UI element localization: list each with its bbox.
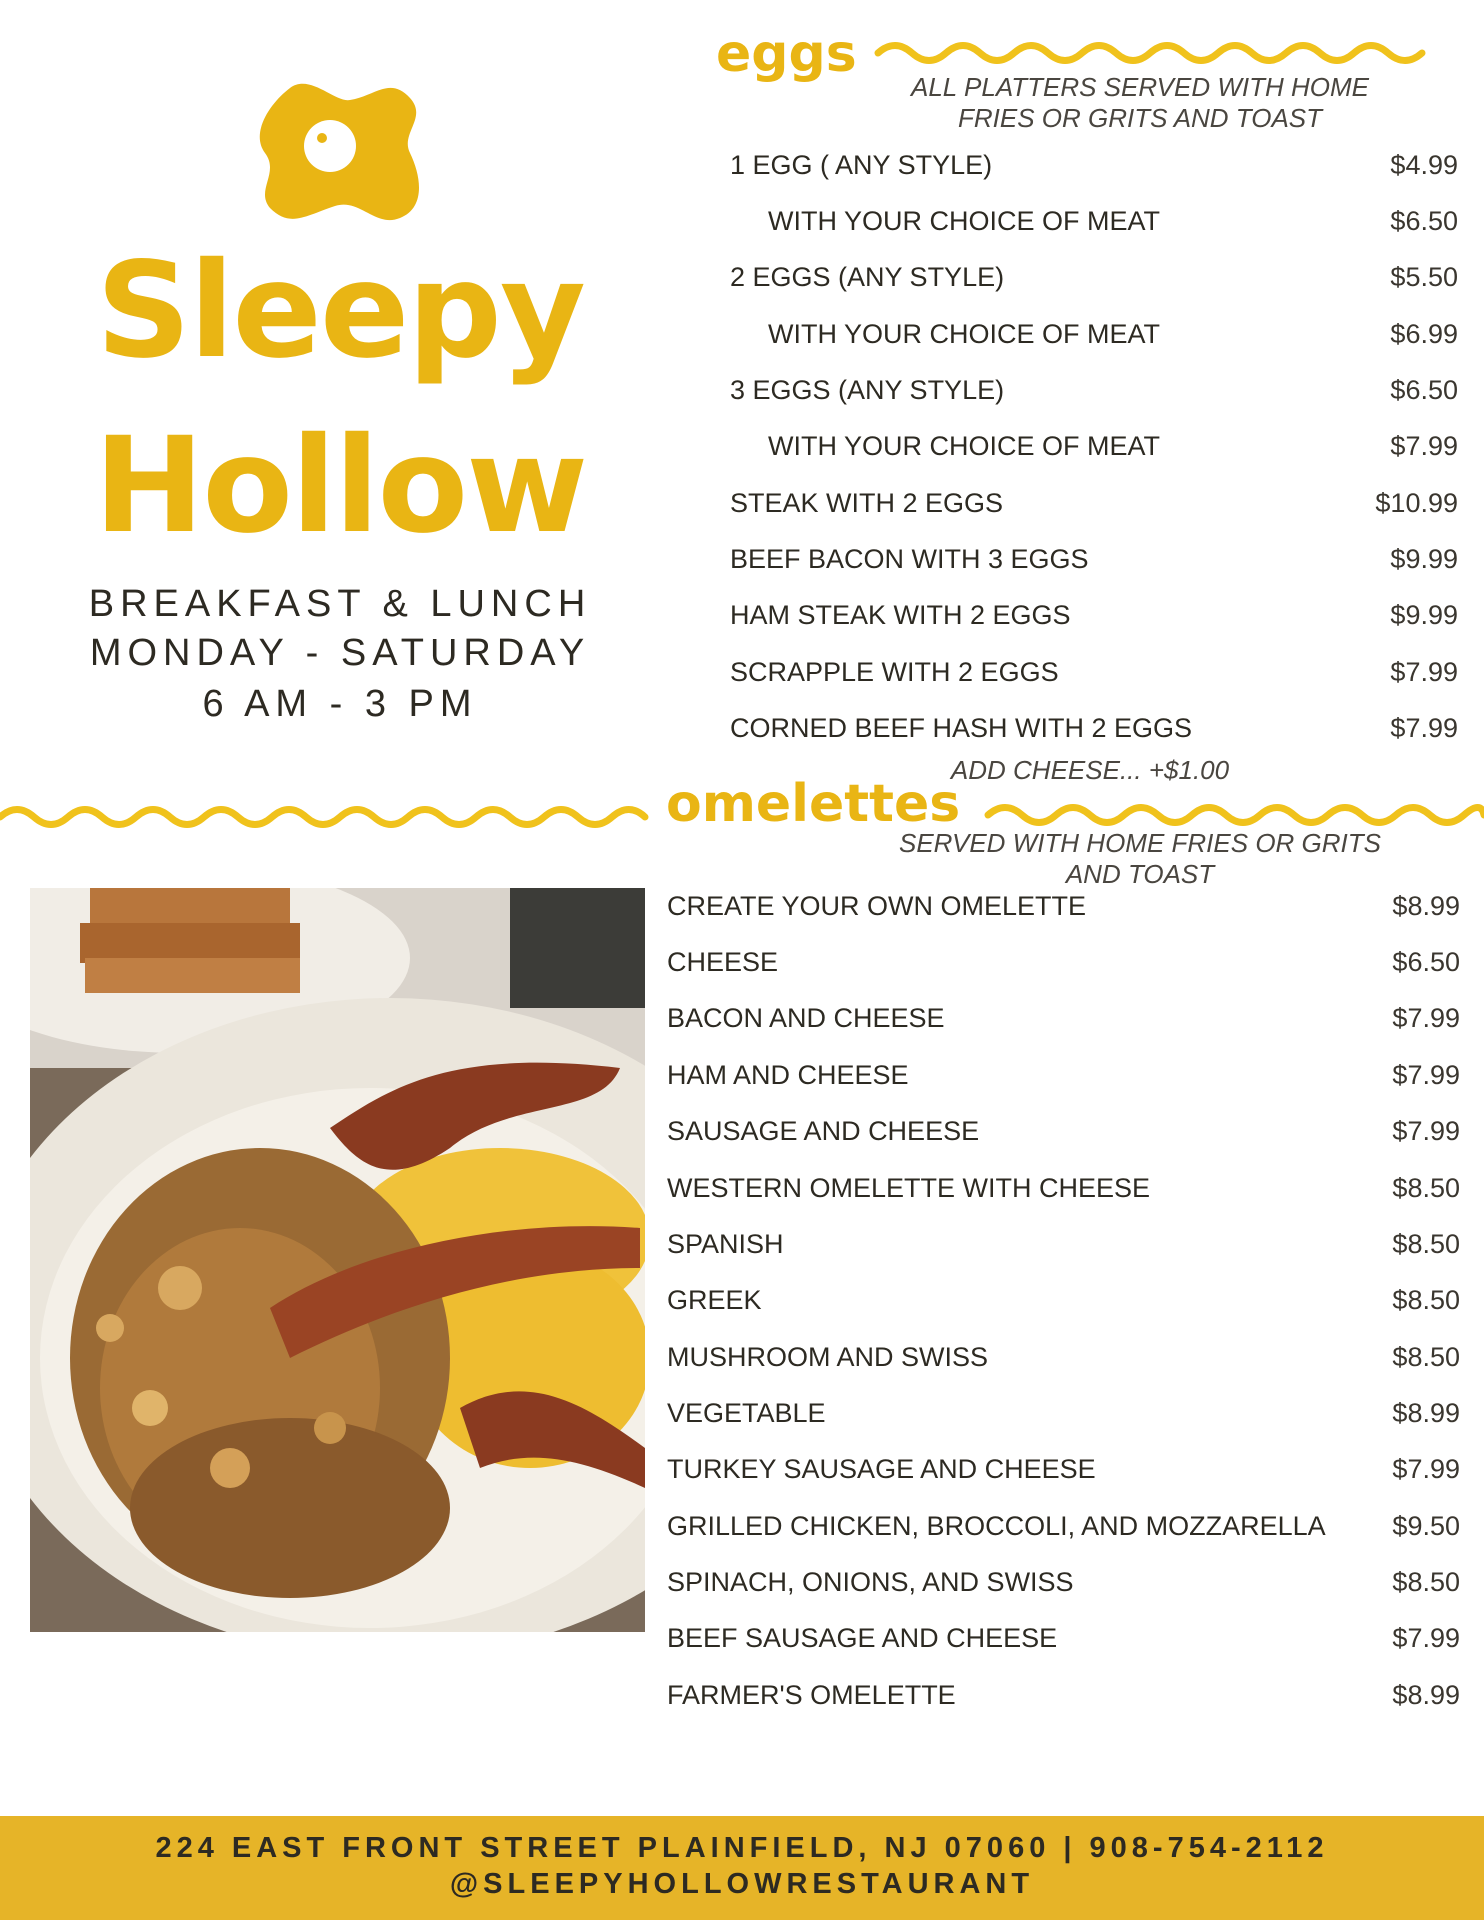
omelette-menu-item (667, 1285, 1460, 1316)
eggs-menu-item (730, 544, 1458, 575)
omelette-menu-item (667, 1680, 1460, 1711)
menu-item-name: SAUSAGE AND CHEESE (667, 1116, 980, 1146)
breakfast-plate-photo (30, 888, 645, 1632)
menu-item-price: $7.99 (1392, 1060, 1460, 1090)
eggs-menu-item (730, 713, 1458, 744)
menu-item-price: $7.99 (1392, 1623, 1460, 1653)
eggs-menu-item (730, 319, 1458, 350)
menu-item-name: CREATE YOUR OWN OMELETTE (667, 891, 1087, 921)
menu-item-name: FARMER'S OMELETTE (667, 1680, 956, 1710)
menu-item-price: $4.99 (1390, 150, 1458, 180)
eggs-menu-item (730, 600, 1458, 631)
menu-item-price: $8.50 (1392, 1285, 1460, 1315)
menu-item-price: $6.50 (1392, 947, 1460, 977)
eggs-section-title: eggs (716, 24, 857, 84)
menu-item-name: 1 EGG ( ANY STYLE) (730, 150, 993, 180)
eggs-section-note (870, 72, 1410, 134)
menu-item-price: $9.99 (1390, 600, 1458, 630)
menu-item-name: CORNED BEEF HASH WITH 2 EGGS (730, 713, 1193, 743)
menu-item-price: $8.50 (1392, 1229, 1460, 1259)
omelettes-section-title: omelettes (666, 774, 961, 834)
menu-item-name: GRILLED CHICKEN, BROCCOLI, AND MOZZARELLA (667, 1511, 1326, 1541)
menu-item-price: $7.99 (1390, 657, 1458, 687)
omelette-menu-item (667, 1454, 1460, 1485)
omelette-menu-item (667, 1511, 1460, 1542)
menu-item-name: TURKEY SAUSAGE AND CHEESE (667, 1454, 1096, 1484)
menu-item-name: VEGETABLE (667, 1398, 826, 1428)
menu-item-name: WITH YOUR CHOICE OF MEAT (768, 319, 1161, 349)
menu-item-name: SPINACH, ONIONS, AND SWISS (667, 1567, 1074, 1597)
menu-item-name: BEEF BACON WITH 3 EGGS (730, 544, 1089, 574)
menu-item-name: SCRAPPLE WITH 2 EGGS (730, 657, 1059, 687)
menu-item-price: $10.99 (1375, 488, 1458, 518)
omelette-menu-item (667, 1173, 1460, 1204)
menu-item-name: WITH YOUR CHOICE OF MEAT (768, 206, 1161, 236)
menu-item-price: $8.99 (1392, 891, 1460, 921)
eggs-menu-item (730, 488, 1458, 519)
menu-item-price: $5.50 (1390, 262, 1458, 292)
footer-social-handle: @SLEEPYHOLLOWRESTAURANT (449, 1868, 1035, 1900)
omelette-menu-item (667, 1342, 1460, 1373)
menu-item-name: BACON AND CHEESE (667, 1003, 945, 1033)
tagline-hours: 6 AM - 3 PM (202, 683, 478, 725)
omelette-menu-item (667, 1003, 1460, 1034)
menu-item-name: 2 EGGS (ANY STYLE) (730, 262, 1005, 292)
menu-item-price: $7.99 (1392, 1116, 1460, 1146)
menu-item-name: 3 EGGS (ANY STYLE) (730, 375, 1005, 405)
menu-item-price: $6.50 (1390, 375, 1458, 405)
add-cheese-note: ADD CHEESE... +$1.00 (950, 755, 1230, 785)
brand-name-line1: Sleepy (96, 234, 584, 388)
omelette-menu-item (667, 1623, 1460, 1654)
menu-item-price: $9.50 (1392, 1511, 1460, 1541)
eggs-menu-item (730, 150, 1458, 181)
menu-item-name: CHEESE (667, 947, 779, 977)
left-wave-divider (0, 802, 645, 832)
tagline-days: MONDAY - SATURDAY (89, 632, 591, 674)
menu-item-name: MUSHROOM AND SWISS (667, 1342, 989, 1372)
menu-item-name: HAM AND CHEESE (667, 1060, 909, 1090)
footer-address-phone: 224 EAST FRONT STREET PLAINFIELD, NJ 07060 | 908-754-2112 (155, 1832, 1329, 1864)
omelettes-wave-divider (988, 800, 1484, 830)
eggs-menu-item (730, 657, 1458, 688)
omelettes-note-line2: AND TOAST (1065, 859, 1215, 889)
brand-name-line2: Hollow (93, 409, 587, 563)
tagline-service: BREAKFAST & LUNCH (88, 583, 592, 625)
eggs-menu-item (730, 262, 1458, 293)
menu-item-name: WESTERN OMELETTE WITH CHEESE (667, 1173, 1151, 1203)
menu-item-name: STEAK WITH 2 EGGS (730, 488, 1004, 518)
menu-item-name: HAM STEAK WITH 2 EGGS (730, 600, 1071, 630)
omelette-menu-item (667, 1229, 1460, 1260)
eggs-menu-item (730, 375, 1458, 406)
menu-item-price: $7.99 (1390, 431, 1458, 461)
menu-item-price: $7.99 (1390, 713, 1458, 743)
menu-item-name: BEEF SAUSAGE AND CHEESE (667, 1623, 1058, 1653)
menu-item-price: $8.99 (1392, 1398, 1460, 1428)
omelette-menu-item (667, 1116, 1460, 1147)
menu-item-name: GREEK (667, 1285, 762, 1315)
eggs-menu-item (730, 431, 1458, 462)
menu-item-price: $8.99 (1392, 1680, 1460, 1710)
menu-item-name: SPANISH (667, 1229, 784, 1259)
eggs-note-line1: ALL PLATTERS SERVED WITH HOME (911, 72, 1369, 102)
omelette-menu-item (667, 891, 1460, 922)
eggs-menu-item (730, 206, 1458, 237)
menu-item-price: $7.99 (1392, 1454, 1460, 1484)
omelettes-note-line1: SERVED WITH HOME FRIES OR GRITS (898, 828, 1381, 858)
omelette-menu-item (667, 1060, 1460, 1091)
egg-logo-icon (250, 78, 430, 228)
menu-item-price: $6.50 (1390, 206, 1458, 236)
omelette-menu-item (667, 1398, 1460, 1429)
eggs-wave-divider (878, 38, 1430, 68)
menu-item-price: $8.50 (1392, 1342, 1460, 1372)
eggs-note-line2: FRIES OR GRITS AND TOAST (957, 103, 1323, 133)
menu-item-price: $9.99 (1390, 544, 1458, 574)
omelettes-section-note (860, 828, 1420, 890)
omelette-menu-item (667, 947, 1460, 978)
menu-item-price: $8.50 (1392, 1567, 1460, 1597)
menu-item-price: $8.50 (1392, 1173, 1460, 1203)
menu-item-price: $6.99 (1390, 319, 1458, 349)
menu-item-price: $7.99 (1392, 1003, 1460, 1033)
menu-item-name: WITH YOUR CHOICE OF MEAT (768, 431, 1161, 461)
omelette-menu-item (667, 1567, 1460, 1598)
